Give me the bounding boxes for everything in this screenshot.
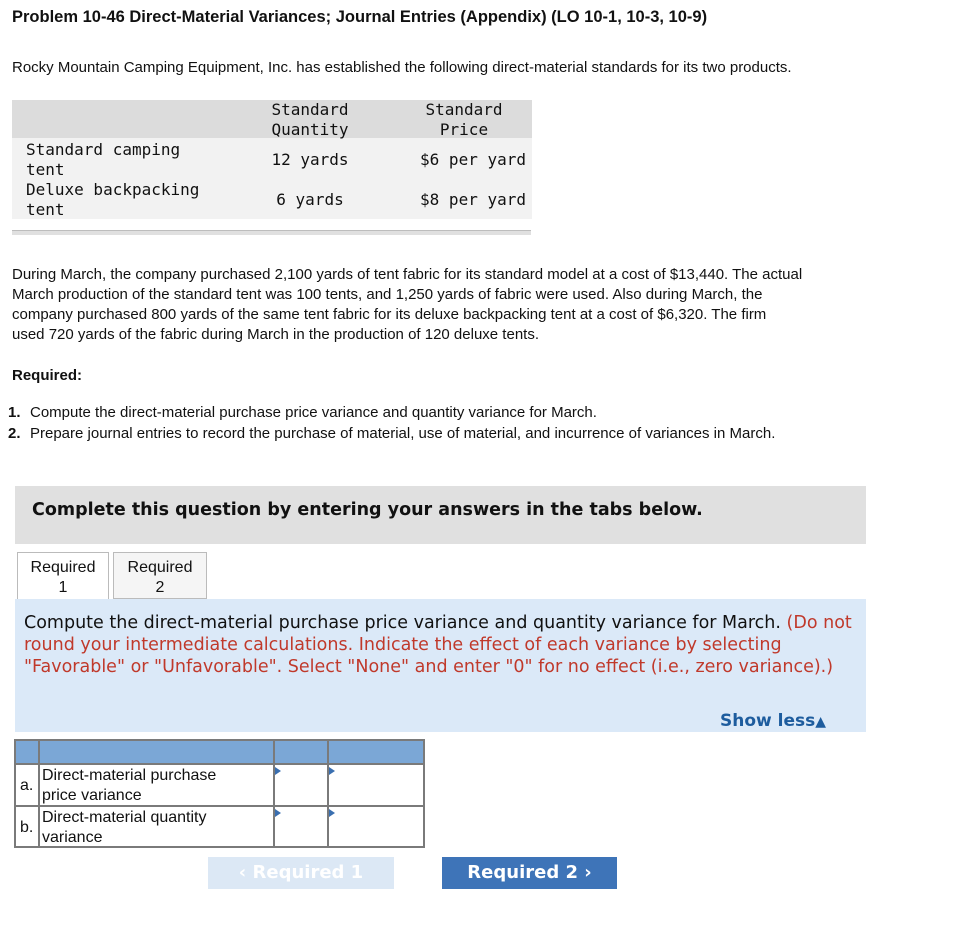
row-quantity: 6 yards (276, 190, 344, 209)
required-item-text: Prepare journal entries to record the purchase of material, use of material, and incurrence of variances in March. (30, 424, 776, 442)
row-label-line2: tent (26, 200, 65, 219)
prev-button-label: Required 1 (252, 862, 364, 883)
row-label-line1: Deluxe backpacking (26, 180, 200, 199)
instruction-note-start: (Do (786, 613, 818, 633)
tab-label: Required (30, 559, 96, 576)
required-item-number: 1. (8, 404, 21, 421)
tab-number: 2 (155, 579, 165, 596)
tab-label: Required (127, 559, 193, 576)
table-row-label (26, 140, 180, 180)
instruction-note: not round your intermediate calculations. Indicate the effect of each variance by selecting "Favorable" or "Unfavorable". Select "None" and enter "0" for no effect (i.e., zero variance).) (24, 613, 852, 677)
column-header-quantity-line1: Standard (271, 100, 349, 119)
column-header-quantity-line2: Quantity (271, 120, 349, 139)
answer-table-header (16, 741, 423, 764)
chevron-right-icon: › (584, 862, 592, 883)
scenario-paragraph (12, 265, 947, 345)
required-item-text: Compute the direct-material purchase price variance and quantity variance for March. (30, 404, 597, 421)
instructions-banner (15, 486, 866, 544)
row-description (42, 808, 207, 848)
row-description (42, 766, 216, 806)
scenario-line: During March, the company purchased 2,100 yards of tent fabric for its standard model at a cost of $13,440. The actual (12, 266, 803, 283)
column-header-price-line2: Price (439, 120, 489, 139)
effect-select[interactable] (275, 765, 327, 805)
row-description-line2: variance (42, 829, 103, 846)
column-divider (38, 741, 40, 846)
tab-required-2[interactable] (113, 552, 207, 599)
dropdown-marker-icon (329, 809, 335, 817)
required-item (8, 403, 775, 424)
answer-table (14, 739, 425, 848)
show-less-label: Show less (720, 711, 816, 731)
column-header-quantity (250, 100, 370, 140)
row-letter: b. (20, 819, 34, 836)
triangle-up-icon: ▲ (815, 714, 827, 730)
row-description-line1: Direct-material purchase (42, 767, 217, 784)
column-header-price-line1: Standard (425, 100, 503, 119)
question-instruction (24, 612, 854, 678)
problem-intro: Rocky Mountain Camping Equipment, Inc. has established the following direct-material standards for its two products. (12, 59, 792, 76)
tab-number: 1 (58, 579, 68, 596)
row-label-line2: tent (26, 160, 65, 179)
banner-text: Complete this question by entering your answers in the tabs below. (32, 500, 703, 520)
row-letter: a. (20, 777, 34, 794)
required-heading: Required: (12, 367, 83, 384)
row-price: $6 per yard (420, 150, 526, 169)
row-description-line2: price variance (42, 787, 142, 804)
column-header-price (404, 100, 524, 140)
required-item-number: 2. (8, 424, 21, 442)
table-divider (12, 230, 531, 235)
tab-required-1[interactable] (17, 552, 109, 599)
effect-select[interactable] (275, 807, 327, 846)
next-button-label: Required 2 (467, 862, 578, 883)
row-quantity: 12 yards (271, 150, 349, 169)
instruction-main: Compute the direct-material purchase price variance and quantity variance for March. (24, 613, 781, 633)
amount-input[interactable] (329, 807, 423, 846)
chevron-left-icon: ‹ (238, 862, 247, 883)
show-less-link[interactable] (720, 711, 826, 731)
amount-input[interactable] (329, 765, 423, 805)
prev-required-button[interactable] (208, 857, 394, 889)
next-required-button[interactable] (442, 857, 617, 889)
row-label-line1: Standard camping (26, 140, 181, 159)
required-list (8, 403, 775, 444)
scenario-line: March production of the standard tent was 100 tents, and 1,250 yards of fabric were used. Also during March, the (12, 286, 763, 303)
table-row-label (26, 180, 199, 220)
scenario-line: company purchased 800 yards of the same tent fabric for its deluxe backpacking tent at a cost of $6,320. The firm (12, 306, 767, 323)
dropdown-marker-icon (329, 767, 335, 775)
problem-title: Problem 10-46 Direct-Material Variances; Journal Entries (Appendix) (LO 10-1, 10-3, 10-9) (12, 8, 708, 26)
row-price: $8 per yard (420, 190, 526, 209)
required-item (8, 424, 775, 445)
dropdown-marker-icon (275, 809, 281, 817)
scenario-line: used 720 yards of the fabric during March in the production of 120 deluxe tents. (12, 326, 539, 343)
dropdown-marker-icon (275, 767, 281, 775)
row-description-line1: Direct-material quantity (42, 809, 207, 826)
